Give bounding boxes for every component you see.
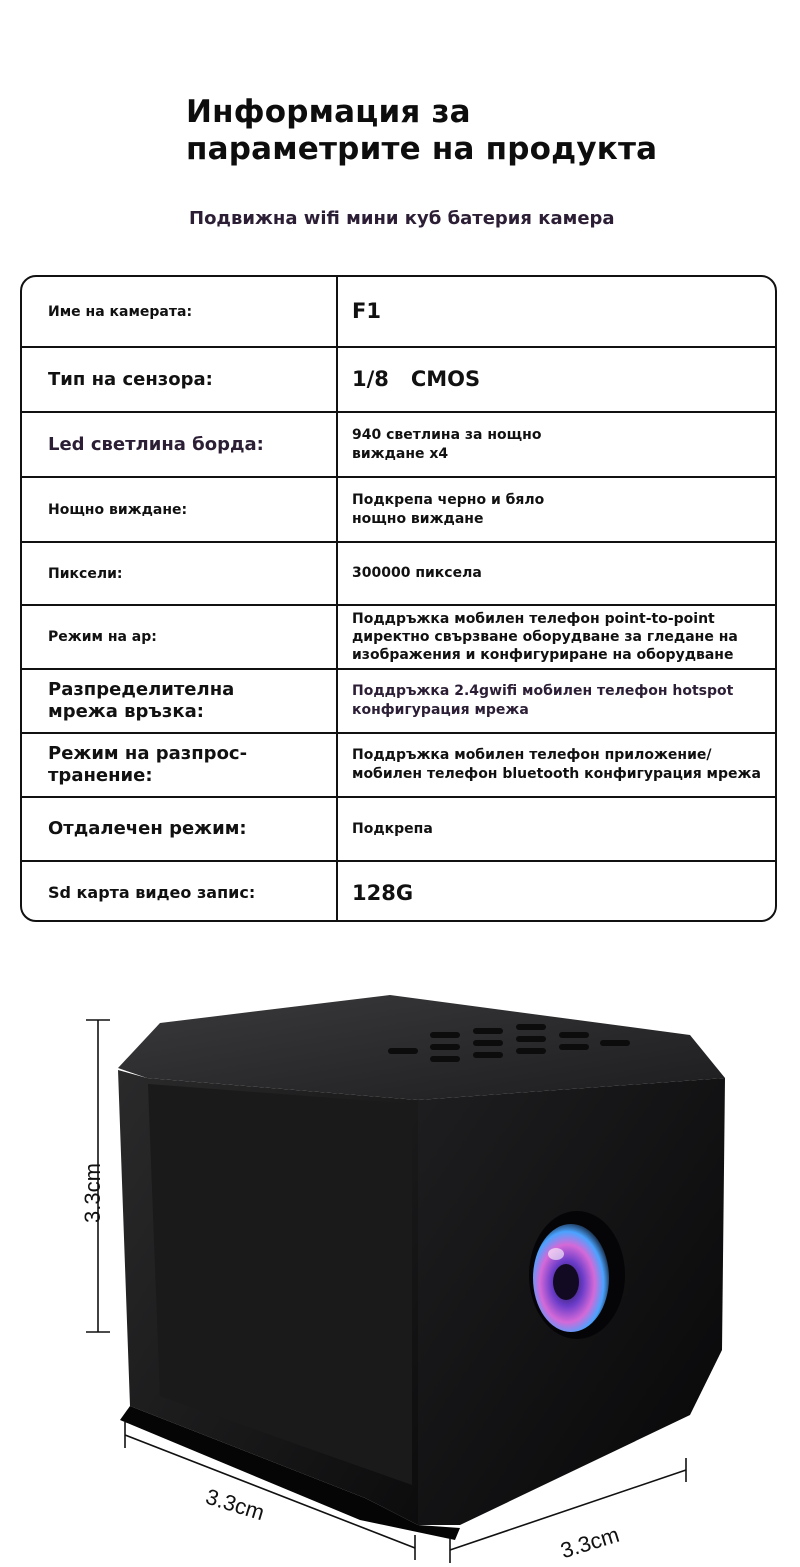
spec-label: Пиксели: bbox=[22, 543, 338, 604]
camera-cube-illustration bbox=[0, 960, 800, 1563]
spec-value: 300000 пиксела bbox=[352, 565, 482, 581]
spec-value: 940 светлина за нощно виждане x4 bbox=[352, 426, 542, 462]
spec-row-camera-name bbox=[22, 277, 775, 348]
spec-label: Режим на разпрос-транение: bbox=[22, 734, 338, 796]
spec-value: Подкрепа черно и бяло нощно виждане bbox=[352, 491, 545, 527]
spec-value: Поддръжка мобилен телефон приложение/ мобилен телефон bluetooth конфигурация мрежа bbox=[352, 747, 761, 782]
spec-row-network-config bbox=[22, 670, 775, 734]
spec-value: Поддръжка мобилен телефон point-to-point директно свързване оборудване за гледане на изображения и конфигуриране на оборудване bbox=[352, 611, 738, 663]
title-line-1: Информация за bbox=[186, 94, 471, 130]
spec-label: Режим на ap: bbox=[22, 606, 338, 668]
title-line-2: параметрите на продукта bbox=[186, 131, 658, 167]
spec-row-night-vision bbox=[22, 478, 775, 543]
spec-row-remote-mode bbox=[22, 798, 775, 862]
dimension-depth-label: 3.3cm bbox=[557, 1521, 623, 1564]
spec-label: Нощно виждане: bbox=[22, 478, 338, 541]
spec-value: Поддръжка 2.4gwifi мобилен телефон hotspot конфигурация мрежа bbox=[352, 683, 734, 718]
spec-value: 1/8 CMOS bbox=[352, 367, 481, 391]
spec-label: Тип на сензора: bbox=[22, 348, 338, 411]
spec-label: Sd карта видео запис: bbox=[22, 862, 338, 922]
spec-value: Подкрепа bbox=[352, 820, 433, 837]
spec-label: Отдалечен режим: bbox=[22, 798, 338, 860]
spec-value: 128G bbox=[352, 880, 414, 905]
spec-row-distribution-mode bbox=[22, 734, 775, 798]
spec-table bbox=[20, 275, 777, 922]
spec-row-ap-mode bbox=[22, 606, 775, 670]
spec-value: F1 bbox=[352, 299, 381, 323]
spec-label: Разпределителна мрежа връзка: bbox=[22, 670, 338, 732]
spec-row-led-board bbox=[22, 413, 775, 478]
spec-row-sd-card bbox=[22, 862, 775, 922]
product-photo bbox=[0, 960, 800, 1563]
spec-row-pixels bbox=[22, 543, 775, 606]
spec-row-sensor-type bbox=[22, 348, 775, 413]
product-subtitle: Подвижна wifi мини куб батерия камера bbox=[189, 208, 615, 229]
dimension-width-label: 3.3cm bbox=[202, 1483, 268, 1526]
spec-label: Led светлина борда: bbox=[22, 413, 338, 476]
spec-label: Име на камерата: bbox=[22, 277, 338, 346]
dimension-height-label: 3.3cm bbox=[80, 1163, 105, 1223]
page-title bbox=[186, 94, 657, 168]
